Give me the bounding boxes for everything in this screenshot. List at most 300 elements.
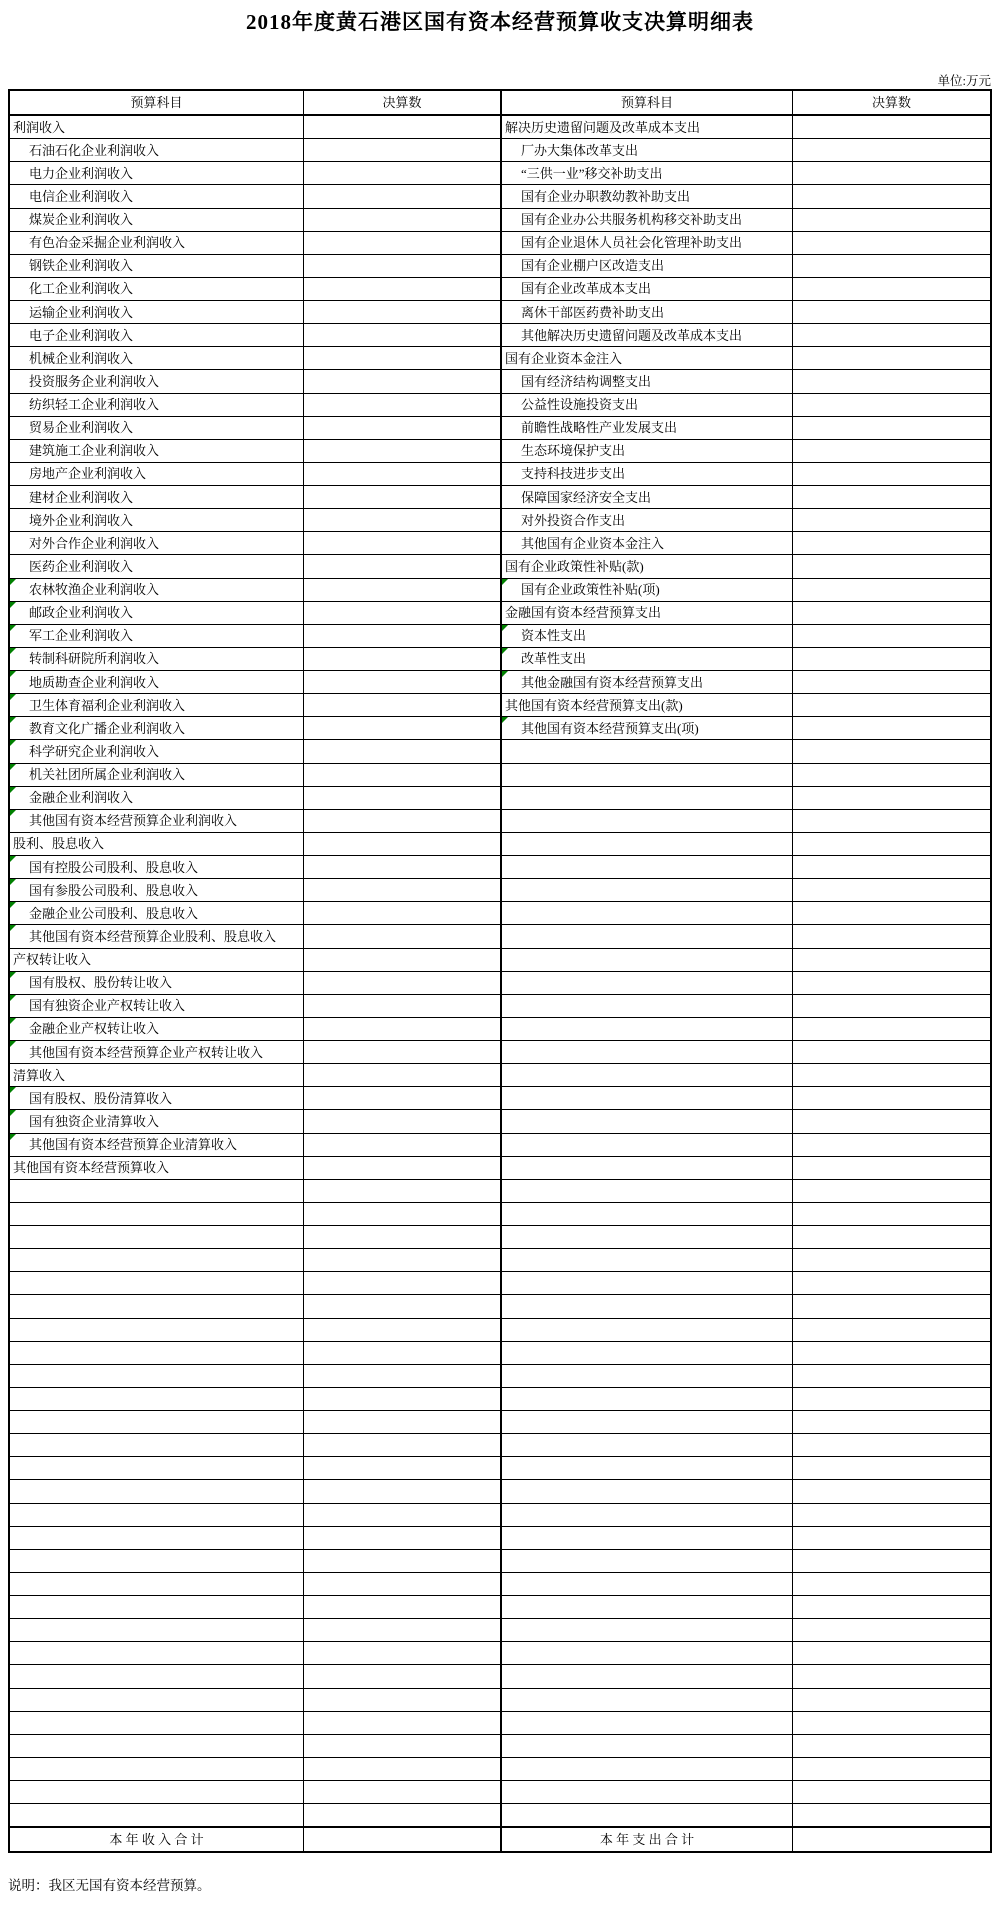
amount-cell <box>304 440 502 462</box>
amount-cell <box>304 116 502 138</box>
subject-cell <box>10 1457 304 1479</box>
amount-cell <box>304 324 502 346</box>
subject-cell <box>10 162 304 184</box>
subject-cell <box>10 648 304 670</box>
subject-label: 其他国有资本经营预算收入 <box>13 1160 170 1176</box>
amount-cell <box>304 417 502 439</box>
subject-cell <box>10 1018 304 1040</box>
subject-label: 其他国有资本经营预算企业清算收入 <box>29 1137 238 1153</box>
amount-cell <box>304 949 502 971</box>
table-row <box>10 1180 990 1203</box>
subject-cell <box>10 694 304 716</box>
table-row <box>10 740 990 763</box>
subject-cell <box>502 532 793 554</box>
subject-label: 其他国有资本经营预算企业利润收入 <box>29 813 238 829</box>
green-triangle-icon <box>10 602 16 608</box>
amount-cell <box>793 185 990 207</box>
subject-cell <box>502 1712 793 1734</box>
subject-cell <box>10 1064 304 1086</box>
table-row <box>10 972 990 995</box>
amount-cell <box>793 1203 990 1225</box>
table-row <box>10 1319 990 1342</box>
amount-cell <box>793 1573 990 1595</box>
green-triangle-icon <box>10 648 16 654</box>
subject-label: 运输企业利润收入 <box>29 304 134 320</box>
amount-cell <box>793 625 990 647</box>
amount-cell <box>304 370 502 392</box>
green-triangle-icon <box>10 995 16 1001</box>
subject-cell <box>10 1758 304 1780</box>
subject-cell <box>502 370 793 392</box>
subject-cell <box>10 764 304 786</box>
green-triangle-icon <box>10 579 16 585</box>
subject-cell <box>502 579 793 601</box>
amount-cell <box>793 1804 990 1826</box>
amount-cell <box>793 116 990 138</box>
amount-cell <box>793 856 990 878</box>
amount-cell <box>304 717 502 739</box>
subject-cell <box>502 648 793 670</box>
subject-label: 贸易企业利润收入 <box>29 420 134 436</box>
amount-cell <box>793 232 990 254</box>
amount-cell <box>304 347 502 369</box>
subject-label: 煤炭企业利润收入 <box>29 212 134 228</box>
subject-cell <box>502 185 793 207</box>
subject-cell <box>502 1480 793 1502</box>
amount-cell <box>793 1596 990 1618</box>
amount-cell <box>304 1457 502 1479</box>
table-row <box>10 602 990 625</box>
green-triangle-icon <box>10 1018 16 1024</box>
table-row <box>10 1735 990 1758</box>
subject-cell <box>502 1573 793 1595</box>
subject-cell <box>10 1295 304 1317</box>
subject-label: 其他国有资本经营预算支出(款) <box>505 697 683 713</box>
subject-cell <box>502 1527 793 1549</box>
amount-cell <box>793 810 990 832</box>
subject-cell <box>10 740 304 762</box>
amount-cell <box>304 925 502 947</box>
subject-cell <box>10 417 304 439</box>
table-row <box>10 1110 990 1133</box>
table-row <box>10 648 990 671</box>
table-row <box>10 1781 990 1804</box>
table-row <box>10 1087 990 1110</box>
table-row <box>10 1018 990 1041</box>
amount-cell <box>304 1665 502 1687</box>
subject-cell <box>10 602 304 624</box>
table-row <box>10 116 990 139</box>
subject-label: “三供一业”移交补助支出 <box>521 165 663 181</box>
table-row <box>10 717 990 740</box>
subject-label: 其他国有企业资本金注入 <box>521 535 665 551</box>
table-row <box>10 810 990 833</box>
amount-cell <box>793 671 990 693</box>
amount-cell <box>304 1134 502 1156</box>
subject-label: 电信企业利润收入 <box>29 188 134 204</box>
amount-cell <box>304 1388 502 1410</box>
subject-cell <box>10 486 304 508</box>
amount-cell <box>793 255 990 277</box>
table-row <box>10 1041 990 1064</box>
amount-cell <box>793 1272 990 1294</box>
amount-cell <box>304 185 502 207</box>
amount-cell <box>304 1689 502 1711</box>
table-row <box>10 139 990 162</box>
table-row <box>10 1665 990 1688</box>
amount-cell <box>793 532 990 554</box>
green-triangle-icon <box>10 879 16 885</box>
amount-cell <box>304 1758 502 1780</box>
table-row <box>10 486 990 509</box>
table-row <box>10 1157 990 1180</box>
amount-cell <box>304 694 502 716</box>
table-row <box>10 532 990 555</box>
green-triangle-icon <box>10 810 16 816</box>
subject-label: 房地产企业利润收入 <box>29 466 147 482</box>
subject-label: 厂办大集体改革支出 <box>521 142 639 158</box>
amount-cell <box>793 278 990 300</box>
amount-cell <box>793 417 990 439</box>
table-row <box>10 1134 990 1157</box>
amount-cell <box>793 1527 990 1549</box>
subject-label: 国有企业退休人员社会化管理补助支出 <box>521 235 743 251</box>
subject-cell <box>502 1642 793 1664</box>
subject-cell <box>502 1619 793 1641</box>
green-triangle-icon <box>502 717 508 723</box>
subject-label: 机关社团所属企业利润收入 <box>29 767 186 783</box>
table-row <box>10 1457 990 1480</box>
amount-cell <box>793 324 990 346</box>
subject-cell <box>10 394 304 416</box>
amount-cell <box>304 486 502 508</box>
subject-label: 金融企业公司股利、股息收入 <box>29 905 199 921</box>
amount-cell <box>304 1550 502 1572</box>
table-row <box>10 833 990 856</box>
table-row <box>10 1434 990 1457</box>
amount-cell <box>793 1758 990 1780</box>
subject-label: 其他国有资本经营预算企业产权转让收入 <box>29 1044 264 1060</box>
subject-cell <box>502 162 793 184</box>
subject-cell <box>502 625 793 647</box>
subject-cell <box>502 1365 793 1387</box>
amount-cell <box>793 1134 990 1156</box>
amount-cell <box>304 255 502 277</box>
amount-cell <box>304 833 502 855</box>
subject-cell <box>10 278 304 300</box>
amount-cell <box>304 278 502 300</box>
table-row <box>10 1249 990 1272</box>
subject-cell <box>502 925 793 947</box>
col-header-subject-right: 预算科目 <box>502 91 793 114</box>
green-triangle-icon <box>10 925 16 931</box>
table-row <box>10 301 990 324</box>
green-triangle-icon <box>502 671 508 677</box>
subject-cell <box>502 1272 793 1294</box>
subject-label: 前瞻性战略性产业发展支出 <box>521 420 678 436</box>
subject-cell <box>10 1573 304 1595</box>
amount-cell <box>793 1665 990 1687</box>
income-total-value <box>304 1828 502 1851</box>
subject-label: 电力企业利润收入 <box>29 165 134 181</box>
subject-cell <box>502 486 793 508</box>
subject-cell <box>10 879 304 901</box>
subject-label: 卫生体育福利企业利润收入 <box>29 697 186 713</box>
table-row <box>10 370 990 393</box>
subject-cell <box>10 833 304 855</box>
amount-cell <box>304 1295 502 1317</box>
amount-cell <box>793 740 990 762</box>
amount-cell <box>793 1434 990 1456</box>
amount-cell <box>304 879 502 901</box>
subject-cell <box>502 1596 793 1618</box>
amount-cell <box>304 1157 502 1179</box>
subject-label: 国有参股公司股利、股息收入 <box>29 882 199 898</box>
table-row <box>10 1365 990 1388</box>
table-row <box>10 1295 990 1318</box>
green-triangle-icon <box>502 579 508 585</box>
green-triangle-icon <box>10 972 16 978</box>
amount-cell <box>304 532 502 554</box>
subject-cell <box>10 1041 304 1063</box>
subject-label: 国有企业政策性补贴(项) <box>521 582 660 598</box>
subject-cell <box>10 532 304 554</box>
amount-cell <box>304 1226 502 1248</box>
subject-cell <box>10 902 304 924</box>
amount-cell <box>304 602 502 624</box>
subject-label: 石油石化企业利润收入 <box>29 142 160 158</box>
amount-cell <box>793 139 990 161</box>
subject-label: 国有企业办职教幼教补助支出 <box>521 188 691 204</box>
amount-cell <box>793 764 990 786</box>
amount-cell <box>793 440 990 462</box>
amount-cell <box>793 1388 990 1410</box>
subject-cell <box>10 1134 304 1156</box>
subject-cell <box>10 1781 304 1803</box>
table-row <box>10 1619 990 1642</box>
amount-cell <box>793 347 990 369</box>
amount-cell <box>304 1642 502 1664</box>
amount-cell <box>793 1249 990 1271</box>
amount-cell <box>304 162 502 184</box>
subject-label: 境外企业利润收入 <box>29 512 134 528</box>
amount-cell <box>304 1596 502 1618</box>
amount-cell <box>793 1319 990 1341</box>
amount-cell <box>304 1087 502 1109</box>
amount-cell <box>793 833 990 855</box>
subject-cell <box>502 209 793 231</box>
subject-label: 转制科研院所利润收入 <box>29 651 160 667</box>
amount-cell <box>793 579 990 601</box>
table-row <box>10 1203 990 1226</box>
amount-cell <box>304 810 502 832</box>
subject-cell <box>502 1781 793 1803</box>
subject-label: 其他国有资本经营预算支出(项) <box>521 720 699 736</box>
subject-cell <box>10 232 304 254</box>
amount-cell <box>304 1735 502 1757</box>
amount-cell <box>304 1249 502 1271</box>
subject-label: 其他解决历史遗留问题及改革成本支出 <box>521 327 743 343</box>
subject-cell <box>10 324 304 346</box>
table-row <box>10 1550 990 1573</box>
subject-cell <box>10 139 304 161</box>
amount-cell <box>304 1319 502 1341</box>
subject-cell <box>10 209 304 231</box>
table-row <box>10 949 990 972</box>
amount-cell <box>304 394 502 416</box>
subject-cell <box>502 717 793 739</box>
table-row <box>10 1758 990 1781</box>
subject-cell <box>10 1180 304 1202</box>
subject-cell <box>10 301 304 323</box>
subject-cell <box>502 671 793 693</box>
amount-cell <box>304 139 502 161</box>
subject-label: 解决历史遗留问题及改革成本支出 <box>505 119 701 135</box>
green-triangle-icon <box>10 787 16 793</box>
subject-label: 医药企业利润收入 <box>29 558 134 574</box>
subject-cell <box>10 1226 304 1248</box>
subject-cell <box>502 995 793 1017</box>
table-row <box>10 1573 990 1596</box>
subject-label: 对外投资合作支出 <box>521 512 626 528</box>
subject-cell <box>10 1735 304 1757</box>
amount-cell <box>793 486 990 508</box>
subject-label: 建筑施工企业利润收入 <box>29 443 160 459</box>
amount-cell <box>304 1365 502 1387</box>
subject-cell <box>502 1203 793 1225</box>
expense-total-value <box>793 1828 990 1851</box>
subject-cell <box>502 1758 793 1780</box>
subject-cell <box>10 370 304 392</box>
subject-cell <box>10 116 304 138</box>
green-triangle-icon <box>10 1110 16 1116</box>
subject-cell <box>502 1134 793 1156</box>
expense-total-label: 本 年 支 出 合 计 <box>502 1828 793 1851</box>
table-row <box>10 209 990 232</box>
subject-cell <box>10 717 304 739</box>
table-row <box>10 671 990 694</box>
subject-label: 对外合作企业利润收入 <box>29 535 160 551</box>
amount-cell <box>304 995 502 1017</box>
table-row <box>10 1642 990 1665</box>
amount-cell <box>304 972 502 994</box>
subject-cell <box>10 995 304 1017</box>
subject-cell <box>502 833 793 855</box>
subject-cell <box>10 509 304 531</box>
amount-cell <box>793 209 990 231</box>
subject-cell <box>502 1110 793 1132</box>
amount-cell <box>793 555 990 577</box>
amount-cell <box>304 625 502 647</box>
subject-cell <box>10 440 304 462</box>
subject-label: 地质勘查企业利润收入 <box>29 674 160 690</box>
amount-cell <box>793 394 990 416</box>
subject-label: 化工企业利润收入 <box>29 281 134 297</box>
amount-cell <box>793 1411 990 1433</box>
amount-cell <box>304 1110 502 1132</box>
col-header-amount-left: 决算数 <box>304 91 502 114</box>
subject-cell <box>502 555 793 577</box>
subject-cell <box>10 1411 304 1433</box>
table-row <box>10 278 990 301</box>
table-row <box>10 625 990 648</box>
subject-label: 其他国有资本经营预算企业股利、股息收入 <box>29 928 277 944</box>
subject-cell <box>10 1550 304 1572</box>
amount-cell <box>793 717 990 739</box>
footnote: 说明：我区无国有资本经营预算。 <box>8 1878 211 1893</box>
amount-cell <box>793 1295 990 1317</box>
table-header-row <box>10 91 990 116</box>
subject-cell <box>502 1735 793 1757</box>
subject-cell <box>10 949 304 971</box>
amount-cell <box>793 1180 990 1202</box>
subject-label: 邮政企业利润收入 <box>29 605 134 621</box>
table-row <box>10 1272 990 1295</box>
subject-cell <box>10 1642 304 1664</box>
amount-cell <box>304 579 502 601</box>
subject-cell <box>502 879 793 901</box>
table-row <box>10 255 990 278</box>
subject-cell <box>10 1365 304 1387</box>
subject-cell <box>10 1087 304 1109</box>
subject-label: 国有控股公司股利、股息收入 <box>29 859 199 875</box>
table-row <box>10 347 990 370</box>
subject-cell <box>502 694 793 716</box>
table-row <box>10 1689 990 1712</box>
table-row <box>10 925 990 948</box>
subject-cell <box>502 116 793 138</box>
amount-cell <box>304 1619 502 1641</box>
subject-cell <box>502 509 793 531</box>
subject-cell <box>10 579 304 601</box>
amount-cell <box>304 787 502 809</box>
subject-cell <box>10 255 304 277</box>
subject-cell <box>502 1457 793 1479</box>
green-triangle-icon <box>10 717 16 723</box>
subject-cell <box>502 1018 793 1040</box>
table-row <box>10 440 990 463</box>
subject-label: 科学研究企业利润收入 <box>29 743 160 759</box>
amount-cell <box>304 1434 502 1456</box>
amount-cell <box>793 1342 990 1364</box>
amount-cell <box>304 509 502 531</box>
subject-cell <box>10 1596 304 1618</box>
subject-cell <box>502 810 793 832</box>
amount-cell <box>793 879 990 901</box>
table-row <box>10 509 990 532</box>
subject-cell <box>10 463 304 485</box>
table-total-row <box>10 1827 990 1851</box>
table-row <box>10 1388 990 1411</box>
subject-cell <box>502 347 793 369</box>
table-row <box>10 787 990 810</box>
amount-cell <box>304 1480 502 1502</box>
subject-label: 金融国有资本经营预算支出 <box>505 605 662 621</box>
amount-cell <box>304 1411 502 1433</box>
subject-cell <box>502 602 793 624</box>
green-triangle-icon <box>10 625 16 631</box>
amount-cell <box>793 1480 990 1502</box>
table-row <box>10 1527 990 1550</box>
subject-label: 金融企业利润收入 <box>29 790 134 806</box>
subject-cell <box>10 1665 304 1687</box>
table-row <box>10 856 990 879</box>
amount-cell <box>793 925 990 947</box>
amount-cell <box>304 1203 502 1225</box>
subject-label: 国有独资企业产权转让收入 <box>29 998 186 1014</box>
subject-label: 建材企业利润收入 <box>29 489 134 505</box>
green-triangle-icon <box>10 902 16 908</box>
